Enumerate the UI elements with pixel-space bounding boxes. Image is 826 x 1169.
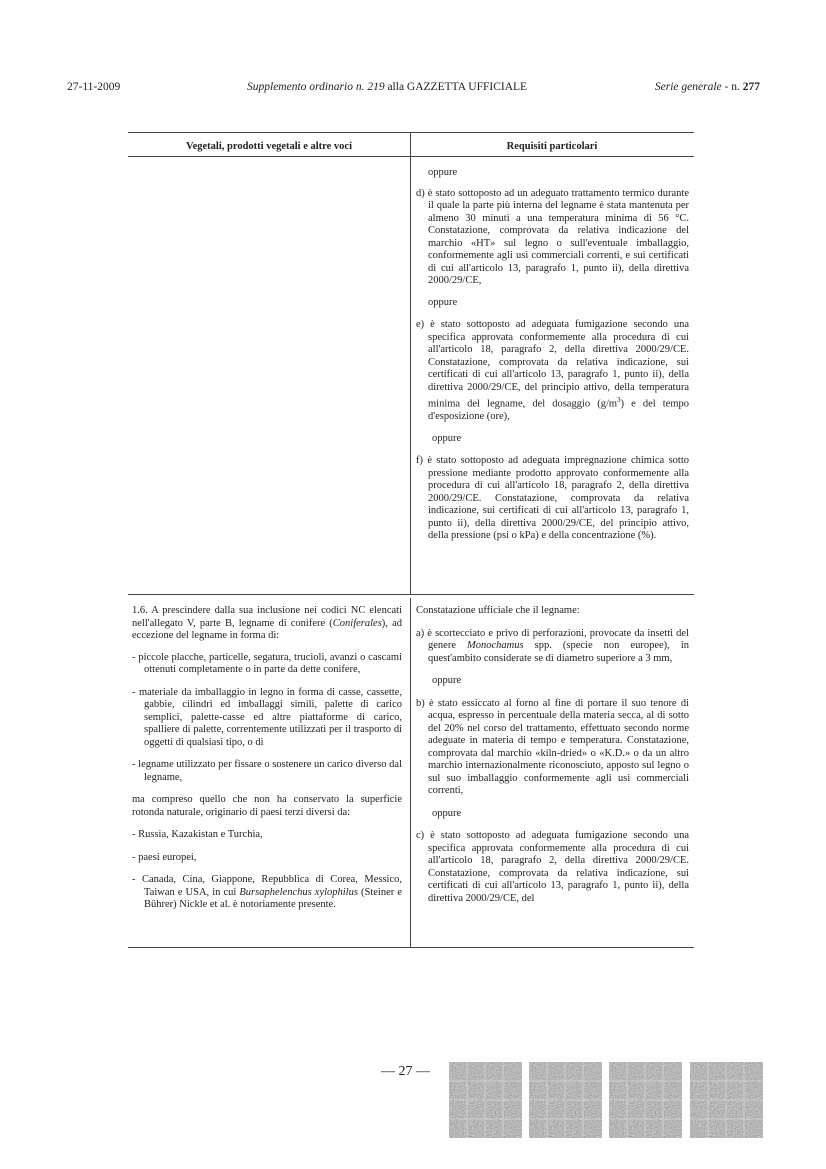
column-divider-top (410, 132, 411, 594)
exclusion-item: - materiale da imballaggio in legno in forma di casse, cassette, gabbie, cilindri ed imballaggi simili, palette di carico semplici, palette-casse ed altre piattaforme di carico, spalliere di palette, correntemente utilizzati per il trasporto di oggetti di qualsiasi tipo, o di (132, 686, 402, 748)
gazette-title: alla GAZZETTA UFFICIALE (384, 81, 528, 93)
table-bottom-rule (128, 947, 694, 948)
security-pattern-image (690, 1062, 763, 1138)
security-pattern-image (529, 1062, 602, 1138)
oppure-text: oppure (428, 167, 458, 178)
requirement-d: d) è stato sottoposto ad un adeguato trattamento termico durante il quale la parte più interna del legname è stata mantenuta per almeno 30 minuti a una temperatura minima di 56 °C. Constatazione, comprovata da relativa indicazione del marchio «HT» sul legno o sull'eventuale imballaggio, conformemente agli usi commerciali correnti, e sui certificati di cui all'articolo 13, paragrafo 1, punto ii), della direttiva 2000/29/CE, (416, 187, 689, 286)
header-publication (247, 80, 527, 94)
official-statement-intro: Constatazione ufficiale che il legname: (416, 605, 580, 616)
series-label: Serie generale (654, 81, 722, 93)
oppure-text: oppure (428, 296, 458, 308)
table-top-rule (128, 132, 694, 133)
requirement-f: f) è stato sottoposto ad adeguata impregnazione chimica sotto pressione mediante prodotto approvato conformemente alla procedura di cui all'articolo 18, paragrafo 2, della direttiva 2000/29/CE. Constatazione, comprovata da relativa indicazione, sui certificati di cui all'articolo 13, paragrafo 1, punto ii), della direttiva 2000/29/CE, del principio attivo, della pressione (psi o kPa) e della concentrazione (%). (416, 455, 689, 541)
row1-requirements (416, 167, 689, 551)
header-series (655, 80, 760, 94)
row-separator-rule (128, 594, 694, 595)
table-header-rule (128, 156, 694, 157)
issue-number: 277 (742, 81, 760, 93)
oppure-text: oppure (432, 675, 462, 686)
row2-products (132, 605, 402, 920)
requirement-a: a) è scortecciato e privo di perforazioni, provocate da insetti del genere Monochamus spp. (specie non europee), in quest'ambito considerate se di diametro superiore a 3 mm, (416, 627, 689, 664)
country-item: - Canada, Cina, Giappone, Repubblica di Corea, Messico, Taiwan e USA, in cui Bursaphelenchus xylophilus (Steiner e Bührer) Nickle et al. è notoriamente presente. (132, 874, 402, 910)
requirement-e: e) è stato sottoposto ad adeguata fumigazione secondo una specifica approvata conformemente alla procedura di cui all'articolo 18, paragrafo 2, della direttiva 2000/29/CE. Constatazione, comprovata da relativa indicazione, sui certificati di cui all'articolo 13, paragrafo 1, punto ii), della direttiva 2000/29/CE, del principio attivo, della temperatura minima del legname, del dosaggio $(g/m^3)$ e del tempo d'esposizione (ore), (416, 319, 689, 422)
requirement-c: c) è stato sottoposto ad adeguata fumigazione secondo una specifica approvata conformemente alla procedura di cui all'articolo 18, paragrafo 2, della direttiva 2000/29/CE. Constatazione, comprovata da relativa indicazione, sui certificati di cui all'articolo 13, paragrafo 1, punto ii), della direttiva 2000/29/CE, del (416, 830, 689, 904)
exclusion-item: - piccole placche, particelle, segatura, trucioli, avanzi o cascami ottenuti completamente o in parte da dette conifere, (132, 651, 402, 675)
country-item: - paesi europei, (132, 851, 197, 863)
page-number: — 27 — (381, 1064, 430, 1079)
column-header-products: Vegetali, prodotti vegetali e altre voci (185, 141, 353, 152)
requirement-b: b) è stato essiccato al forno al fine di portare il suo tenore di acqua, espresso in percentuale della materia secca, al di sotto del 20% nel corso del trattamento, effettuato secondo norme adeguate in materia di tempo e temperatura. Constatazione, comprovata dal marchio «kiln-dried» o «K.D.» o da un altro marchio internazionalmente riconosciuto, apposto sul legno o sul suo imballaggio conformemente agli usi commerciali correnti, (416, 697, 689, 796)
country-item: - Russia, Kazakistan e Turchia, (132, 829, 263, 840)
security-pattern-image (449, 1062, 522, 1138)
security-pattern-image (609, 1062, 682, 1138)
column-divider-bottom (410, 598, 411, 947)
header-date: 27-11-2009 (67, 81, 121, 93)
supplement-label: Supplemento ordinario n. 219 (247, 81, 385, 93)
column-header-requirements: Requisiti particolari (506, 141, 598, 152)
row2-requirements (416, 605, 689, 913)
oppure-text: oppure (432, 807, 462, 819)
series-rest: - n. (721, 81, 743, 93)
exclusion-item: - legname utilizzato per fissare o sostenere un carico diverso dal legname, (132, 759, 402, 783)
origin-clause: ma compreso quello che non ha conservato la superficie rotonda naturale, originario di paesi terzi diversi da: (132, 794, 402, 818)
oppure-text: oppure (432, 432, 462, 444)
item-1-6-intro: 1.6. A prescindere dalla sua inclusione nei codici NC elencati nell'allegato V, parte B, legname di conifere (Coniferales), ad eccezione del legname in forma di: (132, 605, 402, 641)
